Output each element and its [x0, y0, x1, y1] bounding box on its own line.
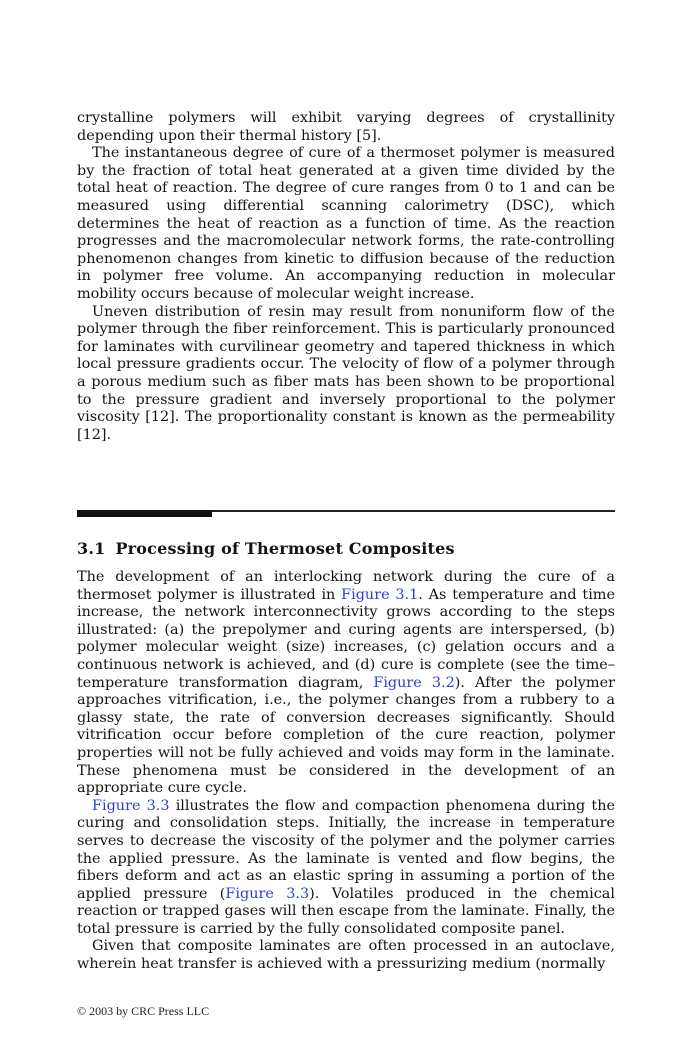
paragraph-flow-compaction: [77, 798, 615, 939]
paragraph-crystallinity: crystalline polymers will exhibit varying degrees of crystallinity depending upon their thermal history [5].: [77, 110, 615, 144]
section-3-1: [77, 538, 615, 974]
top-text-block: [77, 110, 615, 444]
paragraph-text: The development of an interlocking network during the cure of a thermoset polymer is illustrated in: [77, 569, 615, 603]
paragraph-resin-distribution: Uneven distribution of resin may result from nonuniform flow of the polymer through the fiber reinforcement. This is particularly pronounced for laminates with curvilinear geometry and tapered thickness in which local pressure gradients occur. The velocity of flow of a polymer through a porous medium such as fiber mats has been shown to be proportional to the pressure gradient and inversely proportional to the polymer viscosity [12]. The proportionality constant is known as the permeability [12].: [77, 303, 615, 443]
paragraph-text: ). After the polymer approaches vitrification, i.e., the polymer changes from a rubbery to a glassy state, the rate of conversion decreases significantly. Should vitrification occur before completion of the cure reaction, polymer properties will not be fully achieved and voids may form in the laminate. These phenomena must be considered in the development of an appropriate cure cycle.: [77, 674, 615, 797]
section-divider: [77, 510, 615, 520]
figure-3-2-link[interactable]: Figure 3.2: [373, 674, 455, 691]
figure-3-1-link[interactable]: Figure 3.1: [341, 586, 419, 603]
divider-thick-rule: [77, 510, 212, 517]
section-body: [77, 569, 615, 974]
paragraph-text: . As temperature and time increase, the network interconnectivity grows according to the steps illustrated: (a) the prepolymer and curing agents are interspersed, (b) polymer molecular weight (size) increases, (c) gelation occurs and a continuous network is achieved, and (d) cure is complete (see the time–temperature transformation diagram,: [77, 586, 615, 691]
section-heading: [77, 538, 615, 560]
figure-3-3-link[interactable]: Figure 3.3: [92, 797, 170, 814]
paragraph-degree-of-cure: The instantaneous degree of cure of a thermoset polymer is measured by the fraction of total heat generated at a given time divided by the total heat of reaction. The degree of cure ranges from 0 to 1 and can be measured using differential scanning calorimetry (DSC), which determines the heat of reaction as a function of time. As the reaction progresses and the macromolecular network forms, the rate-controlling phenomenon changes from kinetic to diffusion because of the reduction in polymer free volume. An accompanying reduction in molecular mobility occurs because of molecular weight increase.: [77, 145, 615, 302]
section-number: 3.1: [77, 539, 106, 558]
paragraph-autoclave: Given that composite laminates are often processed in an autoclave, wherein heat transfer is achieved with a pressurizing medium (normally: [77, 938, 615, 973]
paragraph-text: ). Volatiles produced in the chemical reaction or trapped gases will then escape from the laminate. Finally, the total pressure is carried by the fully consolidated composite panel.: [77, 885, 615, 937]
copyright-footer: © 2003 by CRC Press LLC: [77, 1004, 210, 1018]
figure-3-3-link[interactable]: Figure 3.3: [225, 885, 310, 902]
section-title: Processing of Thermoset Composites: [115, 539, 455, 558]
paragraph-network-development: [77, 569, 615, 798]
paragraph-text: illustrates the flow and compaction phenomena during the curing and consolidation steps. Initially, the increase in temperature serves to decrease the viscosity of the polymer and the polymer carries the applied pressure. As the laminate is vented and flow begins, the fibers deform and act as an elastic spring in assuming a portion of the applied pressure (: [77, 797, 615, 902]
